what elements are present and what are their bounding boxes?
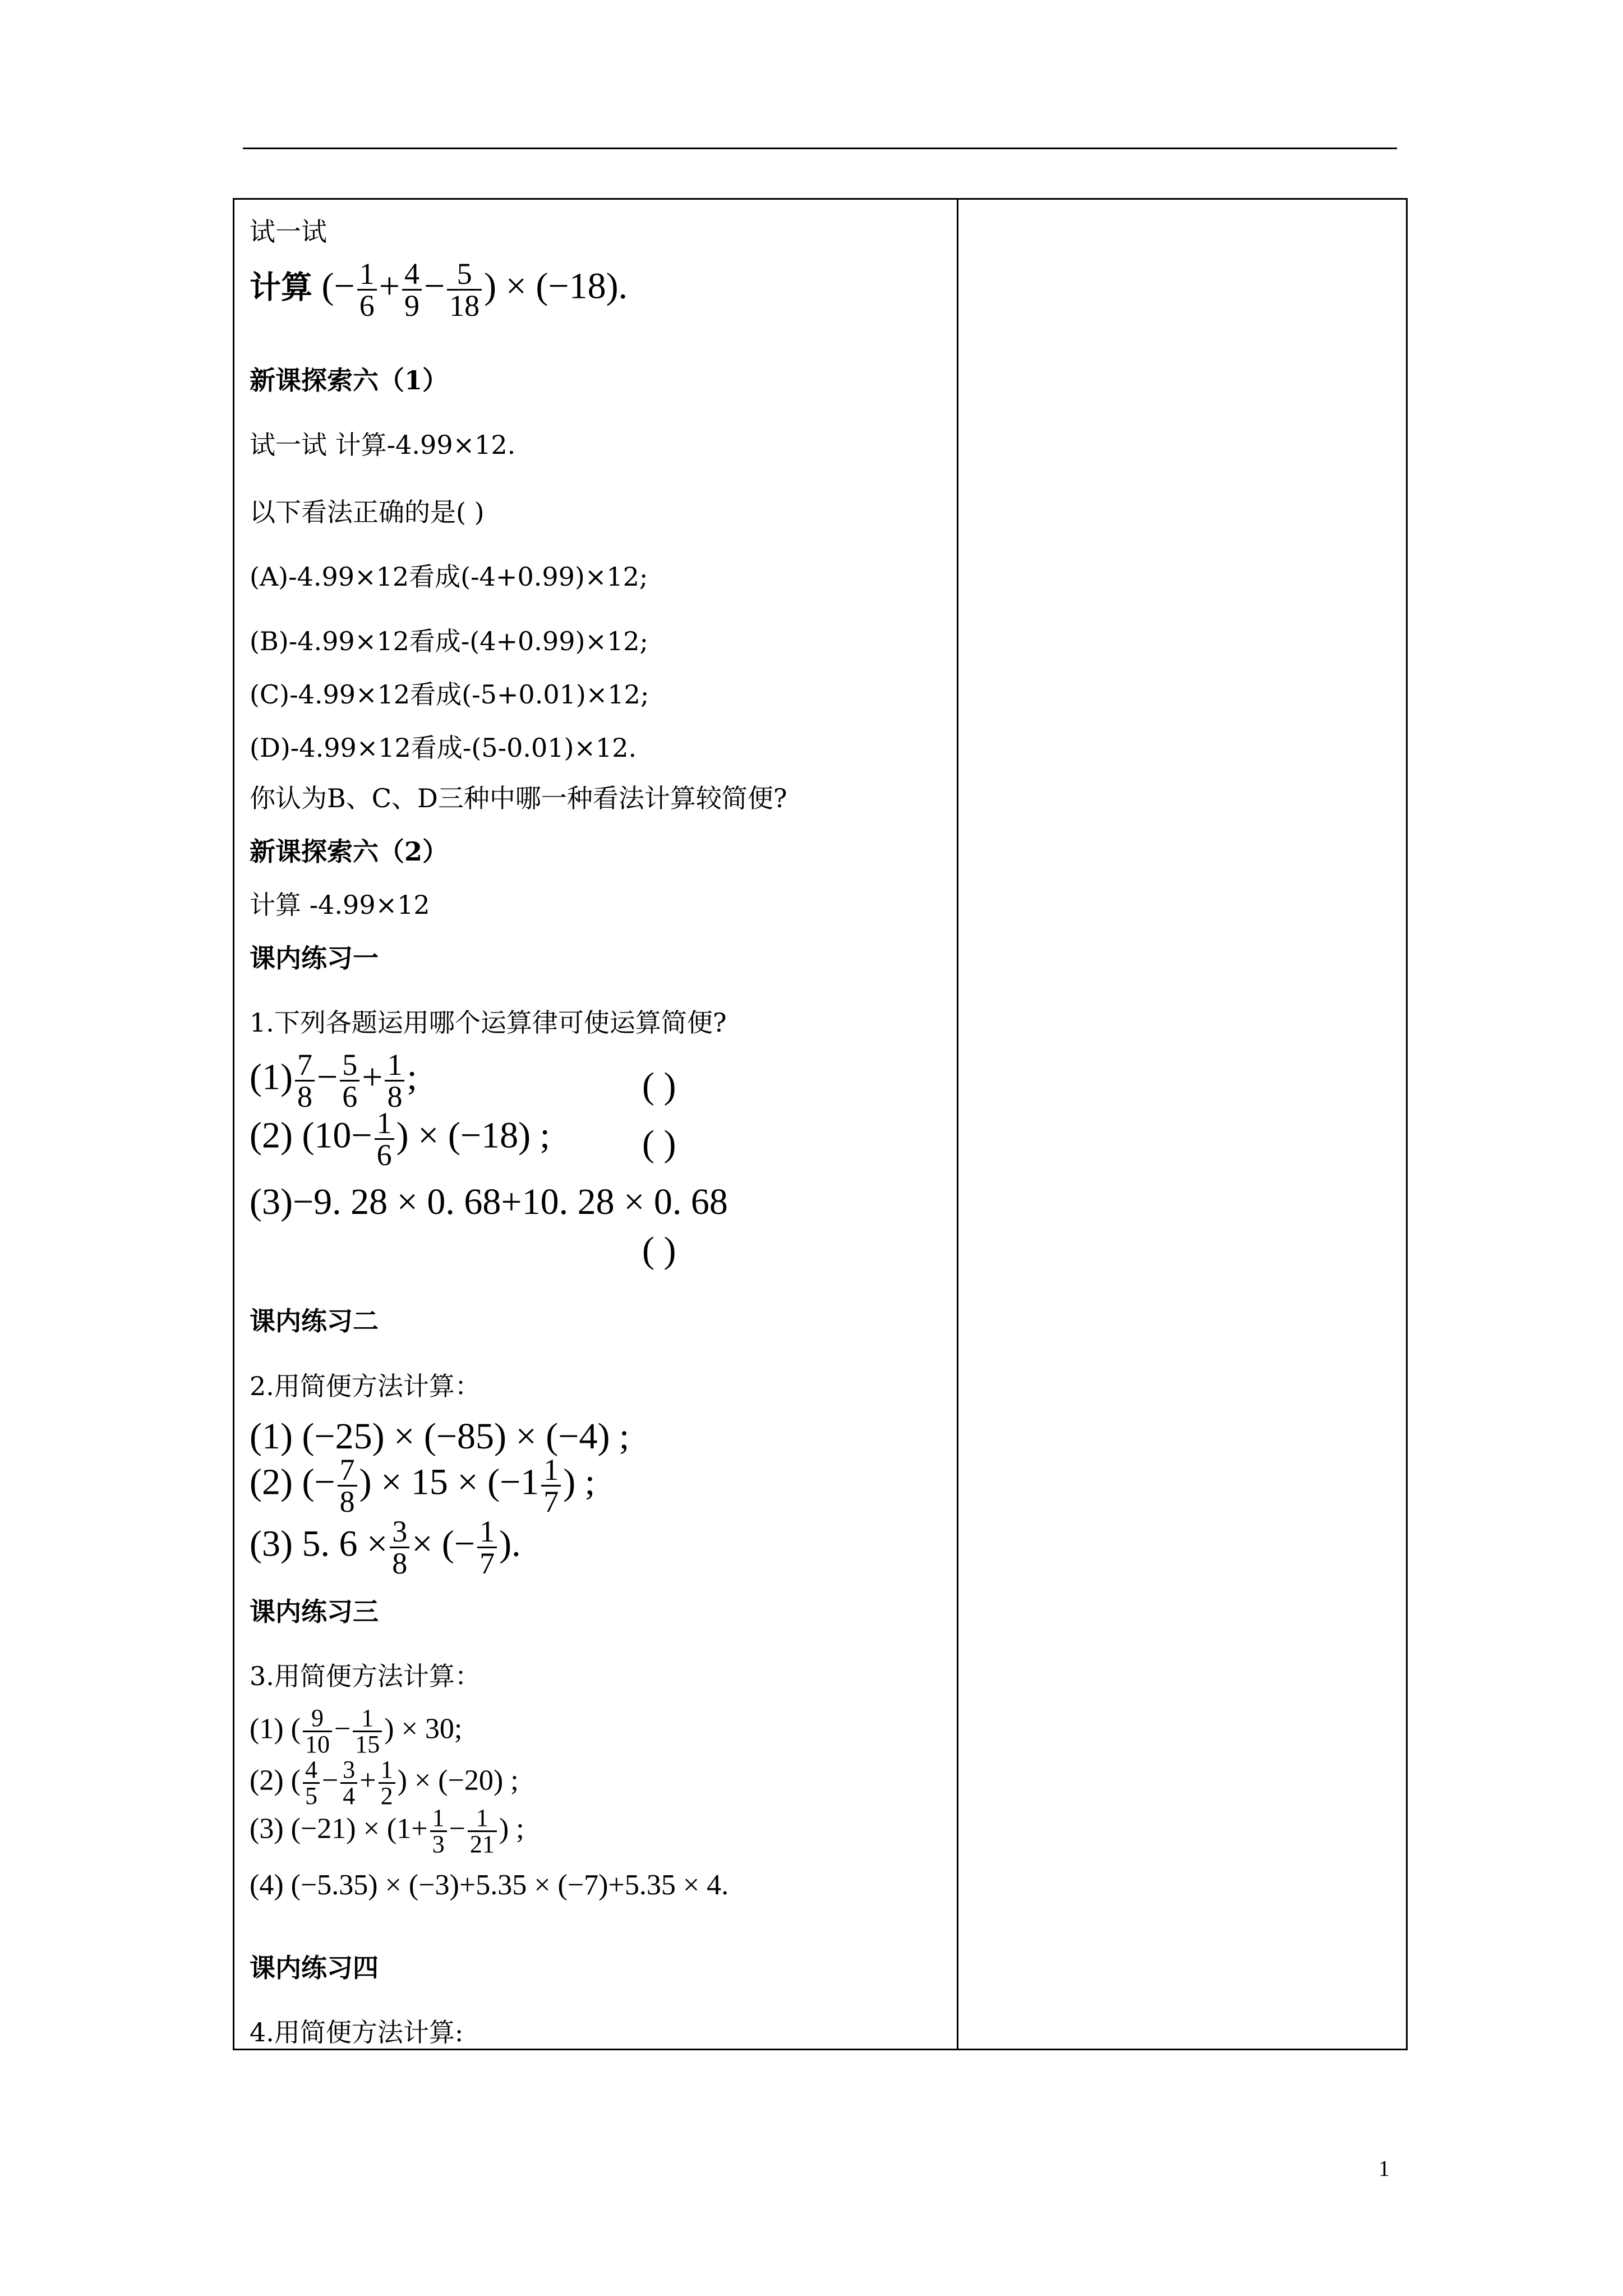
- fraction: $\frac{3}{8}$: [390, 1516, 409, 1579]
- practice2-item3: (3) 5. 6 × $\frac{3}{8}$ × (− $\frac{1}{7}$ ).: [250, 1515, 521, 1580]
- practice-title: 课内练习四: [250, 1953, 379, 1983]
- fraction: $\frac{1}{2}$: [379, 1757, 395, 1809]
- fraction: $\frac{1}{6}$: [375, 1108, 394, 1170]
- section-title: 新课探索六（1）: [250, 365, 449, 395]
- practice3-item2: (2) ( $\frac{4}{5}$ − $\frac{3}{4}$ + $\frac{1}{2}$ ) × (−20) ;: [250, 1756, 519, 1810]
- practice-prompt: 3.用简便方法计算：: [250, 1661, 481, 1691]
- fraction: $\frac{5}{6}$: [340, 1050, 359, 1112]
- practice-title: 课内练习三: [250, 1596, 379, 1627]
- fraction: $\frac{4}{5}$: [303, 1757, 320, 1809]
- try-prefix: 计算: [250, 270, 312, 306]
- answer-paren: ( ): [642, 1123, 676, 1164]
- practice2-item2: (2) (− $\frac{7}{8}$ ) × 15 × (−1 $\frac{1}{7}$ ) ;: [250, 1453, 596, 1519]
- table-column-divider: [957, 198, 958, 2050]
- practice3-item1: (1) ( $\frac{9}{10}$ − $\frac{1}{15}$ ) × 30;: [250, 1704, 463, 1758]
- try-heading: 试一试: [250, 217, 327, 247]
- fraction: $\frac{1}{7}$: [541, 1455, 561, 1517]
- fraction: $\frac{5}{18}$: [447, 259, 482, 321]
- section-title: 新课探索六（2）: [250, 836, 449, 867]
- option-d: (D)-4.99×12看成-(5-0.01)×12.: [250, 733, 637, 763]
- practice1-item3: (3)−9. 28 × 0. 68+10. 28 × 0. 68: [250, 1181, 728, 1222]
- header-rule: [243, 148, 1397, 149]
- fraction: $\frac{1}{6}$: [357, 259, 377, 321]
- fraction: $\frac{7}{8}$: [295, 1050, 315, 1112]
- practice3-item4: (4) (−5.35) × (−3)+5.35 × (−7)+5.35 × 4.: [250, 1869, 729, 1901]
- fraction: $\frac{1}{3}$: [430, 1806, 447, 1857]
- section-line: 计算 -4.99×12: [250, 890, 430, 920]
- option-b: (B)-4.99×12看成-(4+0.99)×12;: [250, 626, 648, 656]
- fraction: $\frac{9}{10}$: [303, 1706, 332, 1757]
- fraction: $\frac{1}{8}$: [385, 1050, 404, 1112]
- question-text: 你认为B、C、D三种中哪一种看法计算较简便?: [250, 783, 787, 813]
- practice-title: 课内练习二: [250, 1306, 379, 1336]
- practice-prompt: 2.用简便方法计算：: [250, 1371, 481, 1401]
- option-c: (C)-4.99×12看成(-5+0.01)×12;: [250, 679, 649, 710]
- practice3-item3: (3) (−21) × (1+ $\frac{1}{3}$ − $\frac{1}{21}$ ) ;: [250, 1804, 524, 1858]
- practice-prompt: 4.用简便方法计算:: [250, 2017, 464, 2047]
- page-number: 1: [1378, 2156, 1390, 2181]
- fraction: $\frac{7}{8}$: [338, 1455, 357, 1517]
- fraction: $\frac{4}{9}$: [402, 259, 422, 321]
- fraction: $\frac{1}{7}$: [477, 1516, 497, 1579]
- practice-prompt: 1.下列各题运用哪个运算律可使运算简便?: [250, 1007, 727, 1038]
- try-expression: 计算 (− $\frac{1}{6}$ + $\frac{4}{9}$ − $\frac{5}{18}$ ) × (−18).: [250, 257, 628, 323]
- section-line: 试一试 计算-4.99×12.: [250, 430, 516, 460]
- practice1-item1: (1) $\frac{7}{8}$ − $\frac{5}{6}$ + $\frac{1}{8}$ ;: [250, 1048, 417, 1114]
- practice2-item1: (1) (−25) × (−85) × (−4) ;: [250, 1416, 630, 1457]
- answer-paren: ( ): [642, 1230, 676, 1271]
- section-line: 以下看法正确的是( ): [250, 497, 485, 527]
- option-a: (A)-4.99×12看成(-4+0.99)×12;: [250, 562, 648, 592]
- fraction: $\frac{1}{21}$: [468, 1806, 497, 1857]
- fraction: $\frac{3}{4}$: [340, 1757, 357, 1809]
- answer-paren: ( ): [642, 1065, 676, 1106]
- practice1-item2: (2) (10− $\frac{1}{6}$ ) × (−18) ;: [250, 1106, 550, 1172]
- fraction: $\frac{1}{15}$: [353, 1706, 382, 1757]
- practice-title: 课内练习一: [250, 943, 379, 973]
